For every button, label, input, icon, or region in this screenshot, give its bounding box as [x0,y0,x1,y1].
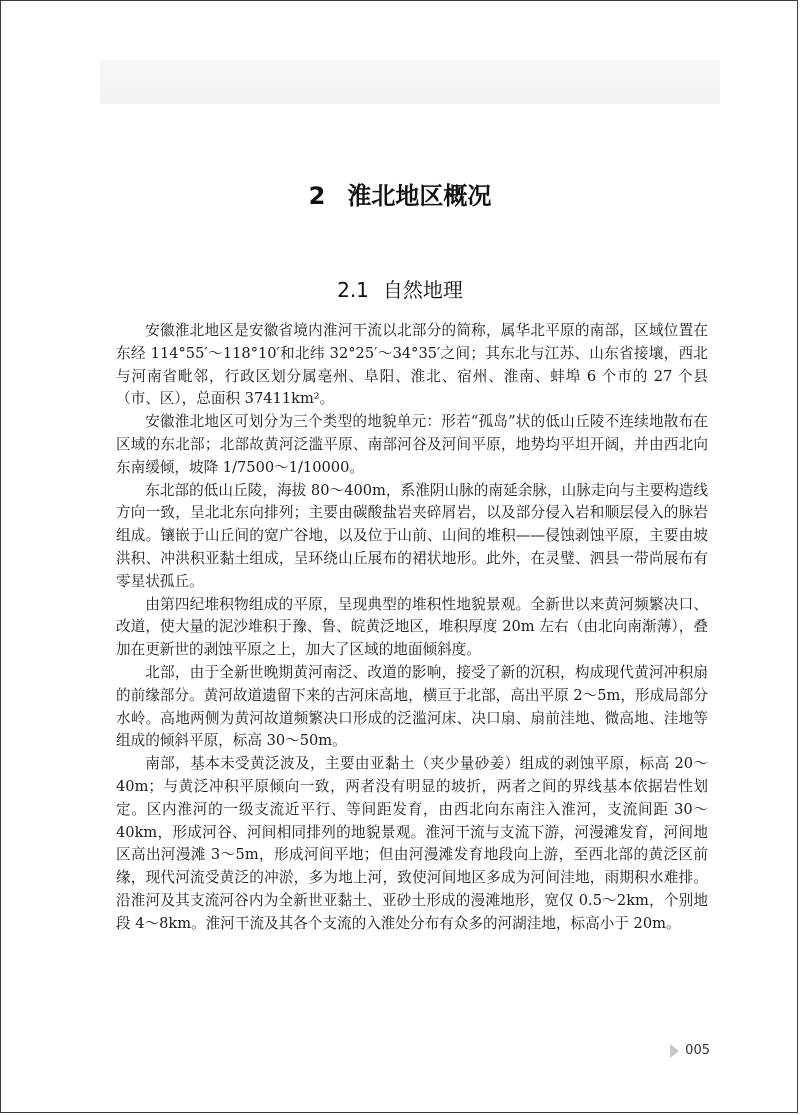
header-band [100,60,720,104]
section-number: 2.1 [337,278,369,302]
section-heading: 自然地理 [382,278,463,302]
paragraph: 安徽淮北地区是安徽省境内淮河干流以北部分的简称，属华北平原的南部，区域位置在东经 114°55′～118°10′和北纬 32°25′～34°35′之间；其东北与江苏、山东省接壤，西北与河南省毗邻，行政区划分属亳州、阜阳、淮北、宿州、淮南、蚌埠 6 个市的 27 个县（市、区），总面积 37411km²。 [116,322,708,408]
chapter-title [0,176,800,211]
paragraph: 由第四纪堆积物组成的平原，呈现典型的堆积性地貌景观。全新世以来黄河频繁决口、改道，使大量的泥沙堆积于豫、鲁、皖黄泛地区，堆积厚度 20m 左右（由北向南渐薄），叠加在更新世的剥蚀平原之上，加大了区域的地面倾斜度。 [116,595,708,659]
paragraph: 安徽淮北地区可划分为三个类型的地貌单元：形若“孤岛”状的低山丘陵不连续地散布在区域的东北部；北部故黄河泛滥平原、南部河谷及河间平原，地势均平坦开阔，并由西北向东南缓倾，坡降 1/7500～1/10000。 [116,413,708,476]
section-title [0,274,800,303]
paragraph: 东北部的低山丘陵，海拔 80～400m，系淮阴山脉的南延余脉，山脉走向与主要构造线方向一致，呈北北东向排列；主要由碳酸盐岩夹碎屑岩，以及部分侵入岩和顺层侵入的脉岩组成。镶嵌于山丘间的宽广谷地，以及位于山前、山间的堆积——侵蚀剥蚀平原，主要由坡洪积、冲洪积亚黏土组成，呈环绕山丘展布的裙状地形。此外，在灵璧、泗县一带尚展布有零星状孤丘。 [116,481,708,590]
paragraph: 南部，基本未受黄泛波及，主要由亚黏土（夹少量砂姜）组成的剥蚀平原，标高 20～40m；与黄泛冲积平原倾向一致，两者没有明显的坡折，两者之间的界线基本依据岩性划定。区内淮河的一级支流近平行、等间距发育，由西北向东南注入淮河，支流间距 30～40km，形成河谷、河间相同排列的地貌景观。淮河干流与支流下游，河漫滩发育，河间地区高出河漫滩 3～5m，形成河间平地；但由河漫滩发育地段向上游，至西北部的黄泛区前缘，现代河流受黄泛的冲淤，多为地上河，致使河间地区多成为河间洼地，雨期积水难排。沿淮河及其支流河谷内为全新世亚黏土、亚砂土形成的漫滩地形，宽仅 0.5～2km，个别地段 4～8km。淮河干流及其各个支流的入淮处分布有众多的河湖洼地，标高小于 20m。 [116,755,708,932]
chapter-heading: 淮北地区概况 [347,182,492,210]
page-number-text: 005 [685,1043,710,1058]
page-number [670,1043,710,1058]
paragraph: 北部，由于全新世晚期黄河南泛、改道的影响，接受了新的沉积，构成现代黄河冲积扇的前缘部分。黄河故道遗留下来的古河床高地，横亘于北部，高出平原 2～5m，形成局部分水岭。高地两侧为黄河故道频繁决口形成的泛滥河床、决口扇、扇前洼地、微高地、洼地等组成的倾斜平原，标高 30～50m。 [116,663,708,750]
chapter-number: 2 [308,182,326,210]
triangle-arrow-icon [670,1044,679,1058]
body-text [116,320,708,936]
